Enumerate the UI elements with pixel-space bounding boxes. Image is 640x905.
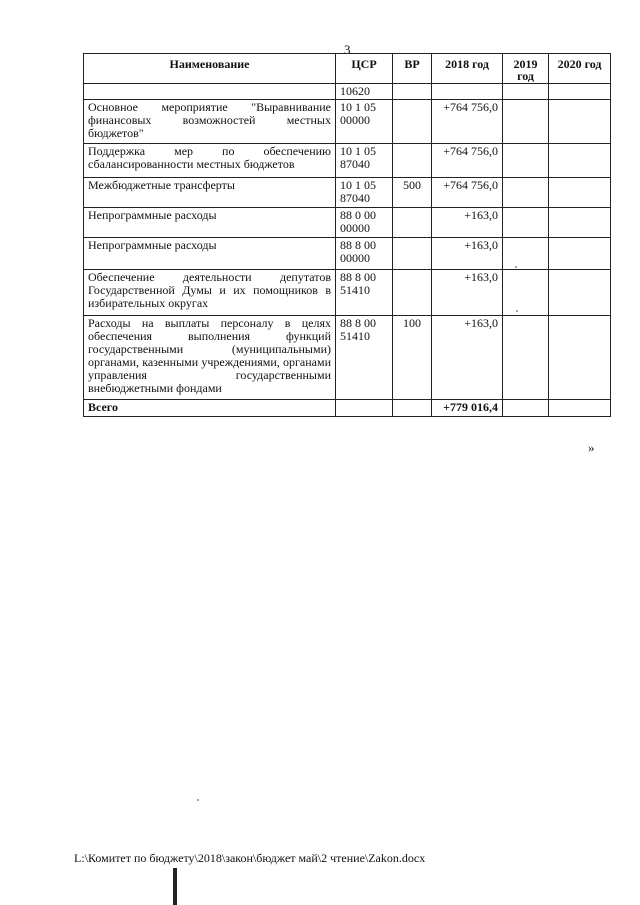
scan-speck xyxy=(515,266,517,268)
row-vr xyxy=(393,100,432,144)
table-row xyxy=(84,238,611,270)
row-2018: +163,0 xyxy=(432,238,503,270)
footer-file-path: L:\Комитет по бюджету\2018\закон\бюджет май\2 чтение\Zakon.docx xyxy=(74,851,426,865)
total-csr xyxy=(336,400,393,417)
table-row xyxy=(84,270,611,316)
row-vr: 100 xyxy=(393,316,432,400)
row-name: Непрограммные расходы xyxy=(84,238,336,270)
row-2019 xyxy=(503,100,549,144)
budget-table xyxy=(83,53,611,417)
table-header-row xyxy=(84,54,611,84)
scan-speck xyxy=(197,799,199,801)
row-2018: +764 756,0 xyxy=(432,100,503,144)
total-2018: +779 016,4 xyxy=(432,400,503,417)
row-2018: +163,0 xyxy=(432,270,503,316)
row-2018 xyxy=(432,84,503,100)
table-row xyxy=(84,100,611,144)
row-2020 xyxy=(549,238,611,270)
header-2018: 2018 год xyxy=(432,54,503,84)
header-csr: ЦСР xyxy=(336,54,393,84)
page-number: 3 xyxy=(344,42,351,57)
row-name: Поддержка мер по обеспечению сбалансированности местных бюджетов xyxy=(84,144,336,178)
row-csr: 10 1 05 87040 xyxy=(336,178,393,208)
closing-quote: » xyxy=(588,440,595,455)
header-2019: 2019 год xyxy=(503,54,549,84)
row-2020 xyxy=(549,100,611,144)
total-2019 xyxy=(503,400,549,417)
row-csr: 88 8 00 51410 xyxy=(336,316,393,400)
row-2018: +764 756,0 xyxy=(432,144,503,178)
table-row xyxy=(84,208,611,238)
row-csr: 10620 xyxy=(336,84,393,100)
header-2020: 2020 год xyxy=(549,54,611,84)
row-2020 xyxy=(549,208,611,238)
table-row xyxy=(84,84,611,100)
total-row xyxy=(84,400,611,417)
row-2020 xyxy=(549,84,611,100)
row-name: Непрограммные расходы xyxy=(84,208,336,238)
table-row xyxy=(84,144,611,178)
row-2019 xyxy=(503,178,549,208)
row-2018: +163,0 xyxy=(432,208,503,238)
row-2020 xyxy=(549,316,611,400)
row-2019 xyxy=(503,238,549,270)
row-2019 xyxy=(503,270,549,316)
row-2020 xyxy=(549,178,611,208)
row-vr: 500 xyxy=(393,178,432,208)
total-vr xyxy=(393,400,432,417)
row-vr xyxy=(393,238,432,270)
row-2019 xyxy=(503,84,549,100)
row-csr: 88 8 00 00000 xyxy=(336,238,393,270)
row-2019 xyxy=(503,208,549,238)
table-row xyxy=(84,316,611,400)
row-csr: 88 8 00 51410 xyxy=(336,270,393,316)
row-2020 xyxy=(549,270,611,316)
row-2019 xyxy=(503,144,549,178)
row-2019 xyxy=(503,316,549,400)
header-name: Наименование xyxy=(84,54,336,84)
row-name xyxy=(84,84,336,100)
row-2018: +764 756,0 xyxy=(432,178,503,208)
row-vr xyxy=(393,144,432,178)
row-name: Межбюджетные трансферты xyxy=(84,178,336,208)
binding-mark xyxy=(173,868,177,905)
header-vr: ВР xyxy=(393,54,432,84)
total-2020 xyxy=(549,400,611,417)
row-vr xyxy=(393,270,432,316)
row-2018: +163,0 xyxy=(432,316,503,400)
row-name: Расходы на выплаты персоналу в целях обеспечения выполнения функций государственными (муниципальными) органами, казенными учреждениями, органами управления государственными внебюджетными фондами xyxy=(84,316,336,400)
row-2020 xyxy=(549,144,611,178)
row-name: Основное мероприятие "Выравнивание финансовых возможностей местных бюджетов" xyxy=(84,100,336,144)
row-vr xyxy=(393,208,432,238)
row-name: Обеспечение деятельности депутатов Государственной Думы и их помощников в избирательных округах xyxy=(84,270,336,316)
row-csr: 10 1 05 87040 xyxy=(336,144,393,178)
row-csr: 88 0 00 00000 xyxy=(336,208,393,238)
table-row xyxy=(84,178,611,208)
total-label: Всего xyxy=(84,400,336,417)
row-csr: 10 1 05 00000 xyxy=(336,100,393,144)
row-vr xyxy=(393,84,432,100)
scan-speck xyxy=(516,310,518,312)
